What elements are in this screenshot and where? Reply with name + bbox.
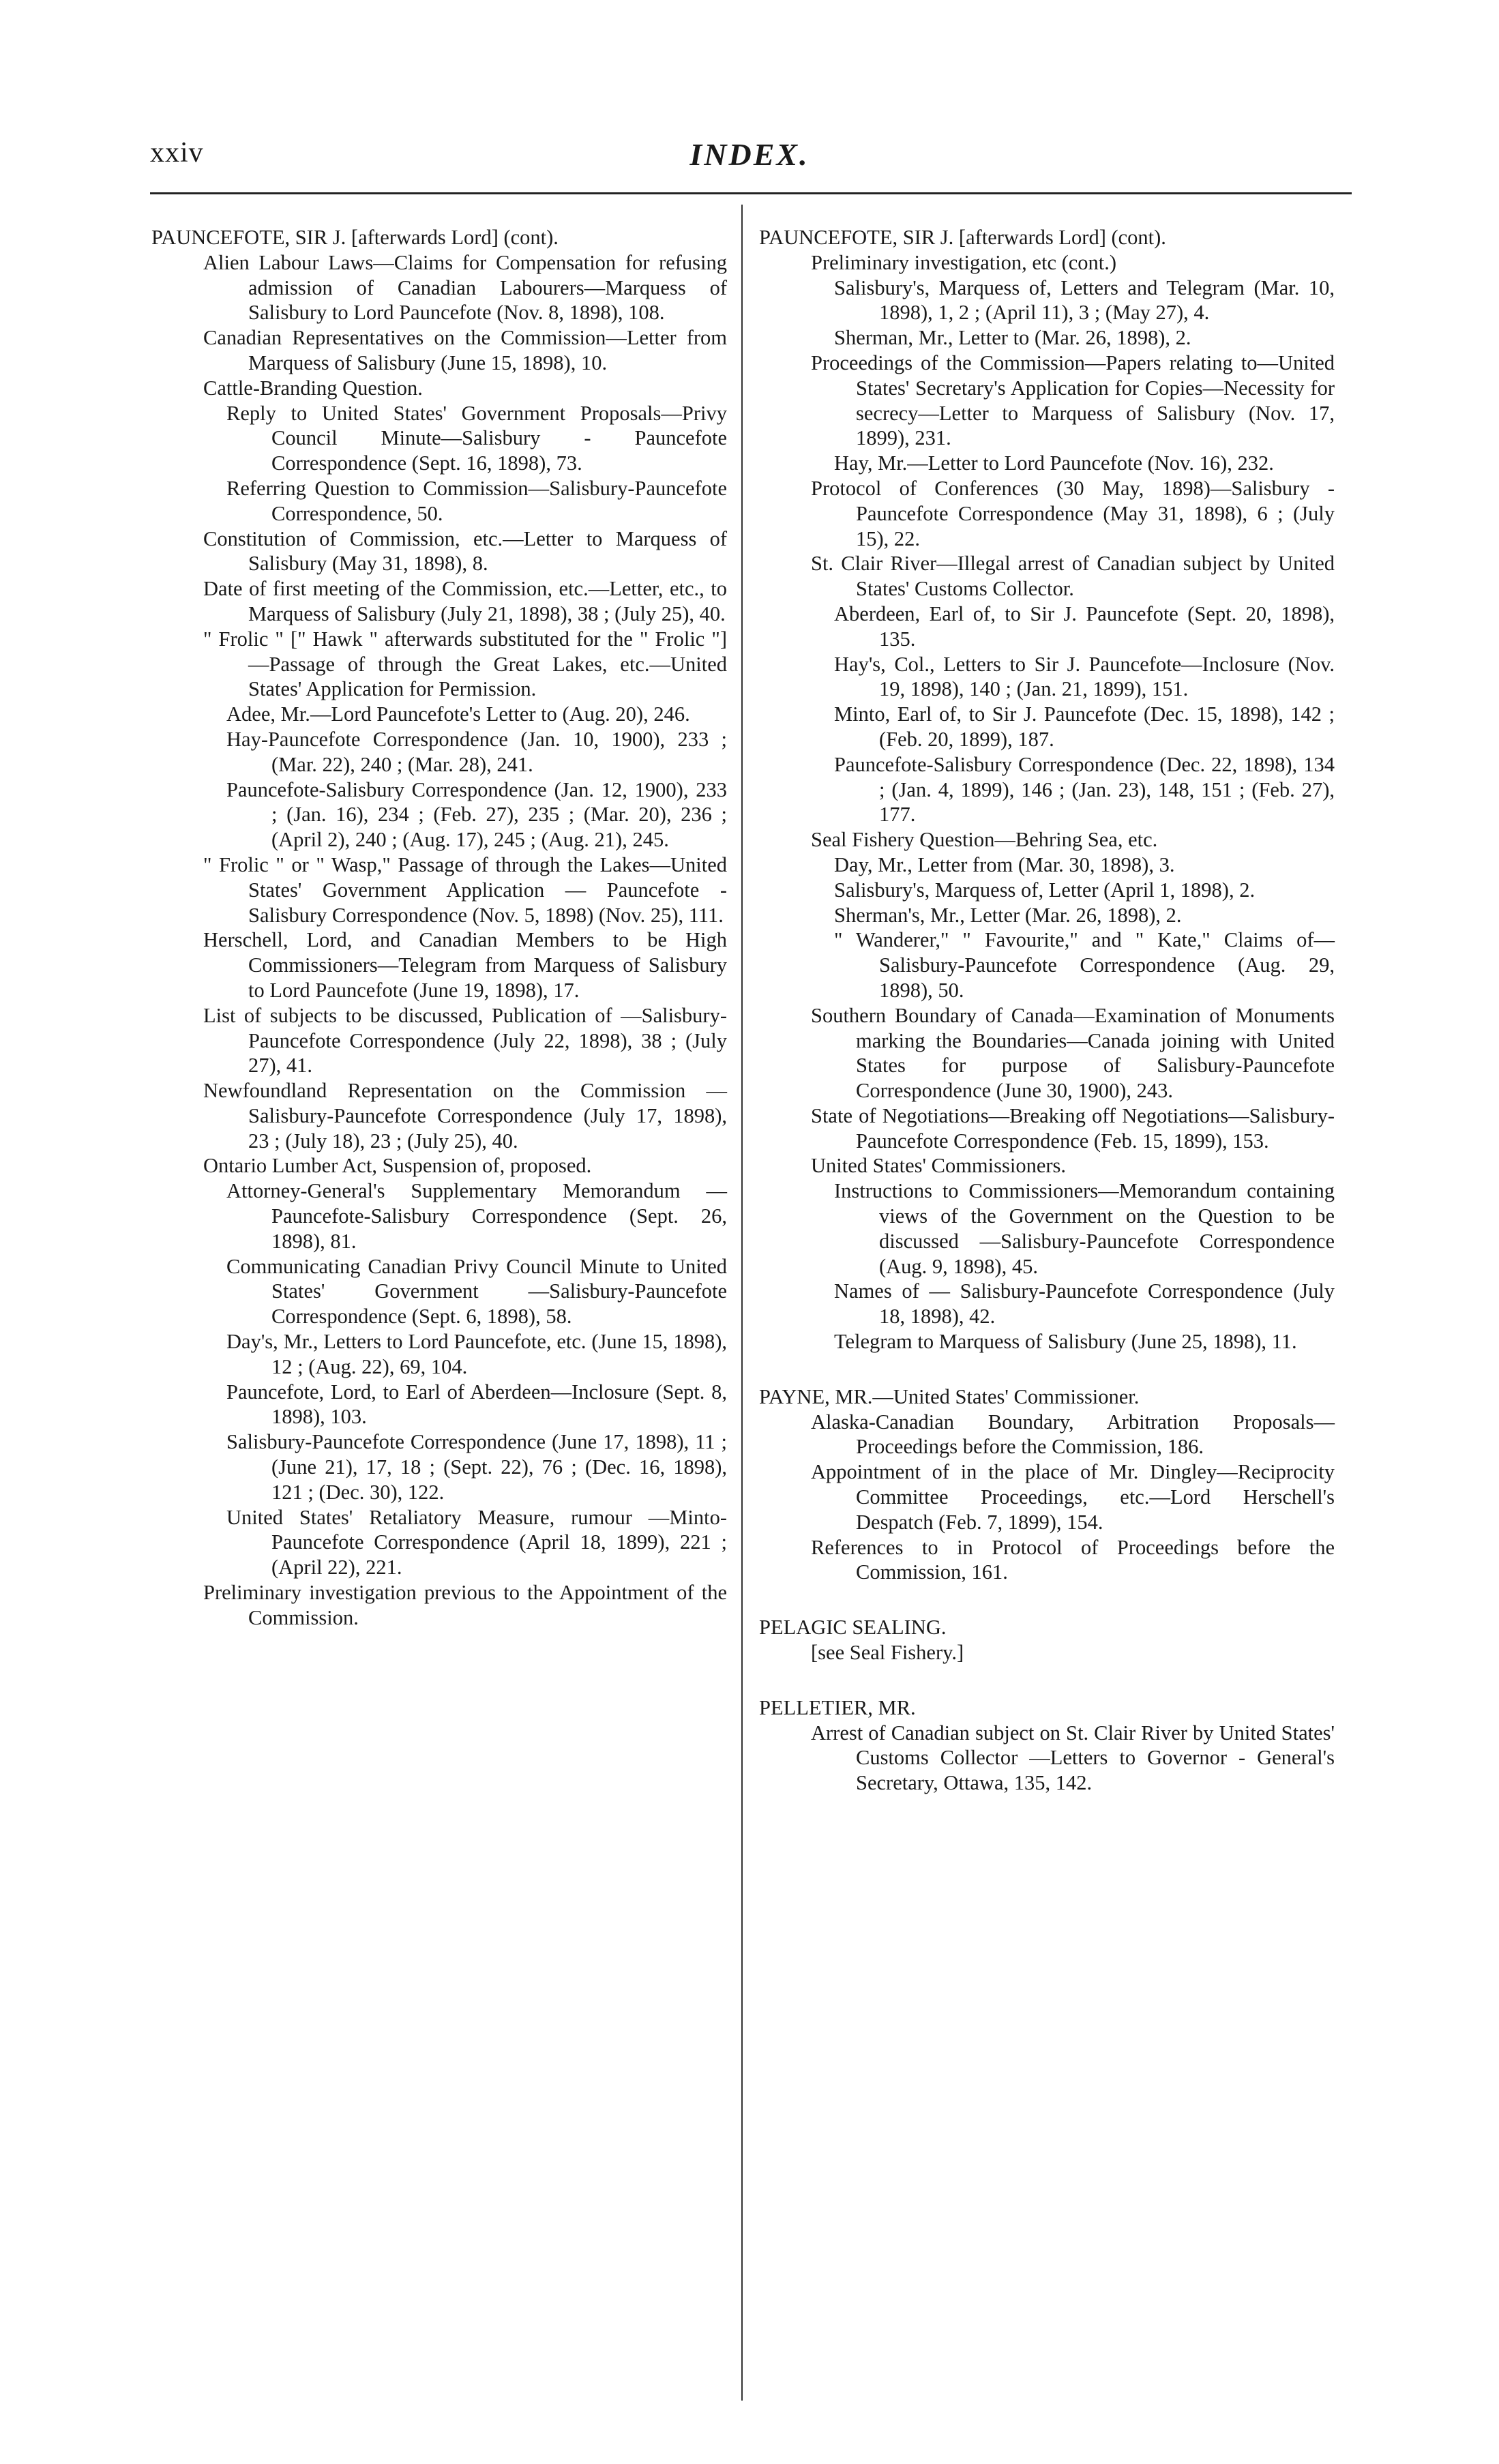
index-entry: Ontario Lumber Act, Suspension of, proposed. [203, 1154, 592, 1178]
index-entry: Appointment of in the place of Mr. Dingley—Reciprocity Committee Proceedings, etc.—Lord Herschell's Despatch (Feb. 7, 1899), 154. [811, 1460, 1335, 1534]
header-rule [150, 192, 1352, 194]
page-header [0, 136, 1499, 184]
index-entry: Pauncefote-Salisbury Correspondence (Jan. 12, 1900), 233 ; (Jan. 16), 234 ; (Feb. 27), 235 ; (Mar. 20), 236 ; (April 2), 240 ; (Aug. 17), 245 ; (Aug. 21), 245. [226, 777, 727, 852]
index-entry: Protocol of Conferences (30 May, 1898)—Salisbury - Pauncefote Correspondence (May 31, 1898), 6 ; (July 15), 22. [811, 476, 1335, 550]
index-entry: Salisbury's, Marquess of, Letter (April 1, 1898), 2. [834, 878, 1256, 902]
index-entry: Alaska-Canadian Boundary, Arbitration Proposals—Proceedings before the Commission, 186. [811, 1410, 1335, 1459]
index-entry: Adee, Mr.—Lord Pauncefote's Letter to (Aug. 20), 246. [226, 702, 690, 726]
index-entry: Salisbury-Pauncefote Correspondence (June 17, 1898), 11 ; (June 21), 17, 18 ; (Sept. 22), 76 ; (Dec. 16, 1898), 121 ; (Dec. 30), 122. [226, 1430, 727, 1504]
index-entry: Proceedings of the Commission—Papers relating to—United States' Secretary's Application for Copies—Necessity for secrecy—Letter to Marquess of Salisbury (Nov. 17, 1899), 231. [811, 351, 1335, 450]
index-entry: Preliminary investigation previous to the Appointment of the Commission. [203, 1581, 727, 1629]
index-entry: Hay, Mr.—Letter to Lord Pauncefote (Nov. 16), 232. [834, 451, 1274, 475]
index-entry: Seal Fishery Question—Behring Sea, etc. [811, 828, 1158, 852]
index-entry: [see Seal Fishery.] [811, 1641, 964, 1665]
column-divider [741, 205, 743, 2401]
index-entry: Communicating Canadian Privy Council Minute to United States' Government —Salisbury-Pauncefote Correspondence (Sept. 6, 1898), 58. [226, 1254, 727, 1329]
index-entry: Hay's, Col., Letters to Sir J. Pauncefote—Inclosure (Nov. 19, 1898), 140 ; (Jan. 21, 1899), 151. [834, 652, 1335, 701]
left-column [151, 225, 727, 1631]
index-entry: References to in Protocol of Proceedings before the Commission, 161. [811, 1535, 1335, 1584]
index-entry: Alien Labour Laws—Claims for Compensation for refusing admission of Canadian Labourers—Marquess of Salisbury to Lord Pauncefote (Nov. 8, 1898), 108. [203, 250, 727, 325]
index-entry: " Wanderer," " Favourite," and " Kate," Claims of—Salisbury-Pauncefote Correspondence (Aug. 29, 1898), 50. [834, 928, 1335, 1002]
index-entry: Reply to United States' Government Proposals—Privy Council Minute—Salisbury - Pauncefote Correspondence (Sept. 16, 1898), 73. [226, 401, 727, 475]
index-heading: PELAGIC SEALING. [759, 1616, 947, 1639]
index-entry: Pauncefote-Salisbury Correspondence (Dec. 22, 1898), 134 ; (Jan. 4, 1899), 146 ; (Jan. 23), 148, 151 ; (Feb. 27), 177. [834, 752, 1335, 827]
index-heading: PAUNCEFOTE, SIR J. [afterwards Lord] (cont). [151, 226, 559, 249]
index-entry: Pauncefote, Lord, to Earl of Aberdeen—Inclosure (Sept. 8, 1898), 103. [226, 1380, 727, 1429]
index-entry: List of subjects to be discussed, Publication of —Salisbury-Pauncefote Correspondence (July 22, 1898), 38 ; (July 27), 41. [203, 1003, 727, 1078]
page-title: INDEX. [689, 137, 810, 172]
index-entry: United States' Retaliatory Measure, rumour —Minto-Pauncefote Correspondence (April 18, 1899), 221 ; (April 22), 221. [226, 1505, 727, 1579]
index-entry: Names of — Salisbury-Pauncefote Correspondence (July 18, 1898), 42. [834, 1279, 1335, 1329]
right-column [759, 225, 1335, 1796]
index-entry: St. Clair River—Illegal arrest of Canadian subject by United States' Customs Collector. [811, 552, 1335, 601]
index-entry: Referring Question to Commission—Salisbury-Pauncefote Correspondence, 50. [226, 476, 727, 525]
index-entry: Salisbury's, Marquess of, Letters and Telegram (Mar. 10, 1898), 1, 2 ; (April 11), 3 ; (May 27), 4. [834, 276, 1335, 325]
page-number: xxiv [150, 137, 204, 168]
index-entry: " Frolic " or " Wasp," Passage of through the Lakes—United States' Government Application — Pauncefote - Salisbury Correspondence (Nov. 5, 1898) (Nov. 25), 111. [203, 852, 727, 927]
index-heading: PAUNCEFOTE, SIR J. [afterwards Lord] (cont). [759, 226, 1166, 249]
index-entry: Sherman, Mr., Letter to (Mar. 26, 1898), 2. [834, 326, 1191, 350]
index-entry: Day's, Mr., Letters to Lord Pauncefote, etc. (June 15, 1898), 12 ; (Aug. 22), 69, 104. [226, 1330, 727, 1378]
index-entry: Arrest of Canadian subject on St. Clair River by United States' Customs Collector —Letters to Governor - General's Secretary, Ottawa, 135, 142. [811, 1721, 1335, 1795]
index-entry: Canadian Representatives on the Commission—Letter from Marquess of Salisbury (June 15, 1898), 10. [203, 326, 727, 374]
index-entry: Newfoundland Representation on the Commission — Salisbury-Pauncefote Correspondence (July 17, 1898), 23 ; (July 18), 23 ; (July 25), 40. [203, 1079, 727, 1153]
index-entry: Preliminary investigation, etc (cont.) [811, 250, 1117, 274]
index-entry: Aberdeen, Earl of, to Sir J. Pauncefote (Sept. 20, 1898), 135. [834, 602, 1335, 651]
index-entry: State of Negotiations—Breaking off Negotiations—Salisbury-Pauncefote Correspondence (Feb. 15, 1899), 153. [811, 1103, 1335, 1153]
index-entry: Attorney-General's Supplementary Memorandum — Pauncefote-Salisbury Correspondence (Sept. 26, 1898), 81. [226, 1179, 727, 1253]
index-entry: Constitution of Commission, etc.—Letter to Marquess of Salisbury (May 31, 1898), 8. [203, 526, 727, 576]
index-entry: Herschell, Lord, and Canadian Members to be High Commissioners—Telegram from Marquess of Salisbury to Lord Pauncefote (June 19, 1898), 17. [203, 928, 727, 1002]
index-heading: PELLETIER, MR. [759, 1695, 916, 1719]
index-entry: Sherman's, Mr., Letter (Mar. 26, 1898), 2. [834, 903, 1182, 927]
index-entry: " Frolic " [" Hawk " afterwards substituted for the " Frolic "]—Passage of through the Great Lakes, etc.—United States' Application for Permission. [203, 627, 727, 701]
index-heading: PAYNE, MR.—United States' Commissioner. [759, 1384, 1140, 1408]
index-entry: Date of first meeting of the Commission, etc.—Letter, etc., to Marquess of Salisbury (July 21, 1898), 38 ; (July 25), 40. [203, 577, 727, 625]
index-entry: Telegram to Marquess of Salisbury (June 25, 1898), 11. [834, 1330, 1297, 1354]
index-entry: Southern Boundary of Canada—Examination of Monuments marking the Boundaries—Canada joining with United States for purpose of Salisbury-Pauncefote Correspondence (June 30, 1900), 243. [811, 1003, 1335, 1103]
index-entry: Hay-Pauncefote Correspondence (Jan. 10, 1900), 233 ; (Mar. 22), 240 ; (Mar. 28), 241. [226, 727, 727, 776]
index-entry: Instructions to Commissioners—Memorandum containing views of the Government on the Question to be discussed —Salisbury-Pauncefote Correspondence (Aug. 9, 1898), 45. [834, 1179, 1335, 1278]
index-entry: Day, Mr., Letter from (Mar. 30, 1898), 3. [834, 852, 1175, 876]
index-entry: Cattle-Branding Question. [203, 376, 423, 400]
index-entry: United States' Commissioners. [811, 1154, 1067, 1178]
index-entry: Minto, Earl of, to Sir J. Pauncefote (Dec. 15, 1898), 142 ; (Feb. 20, 1899), 187. [834, 702, 1335, 751]
